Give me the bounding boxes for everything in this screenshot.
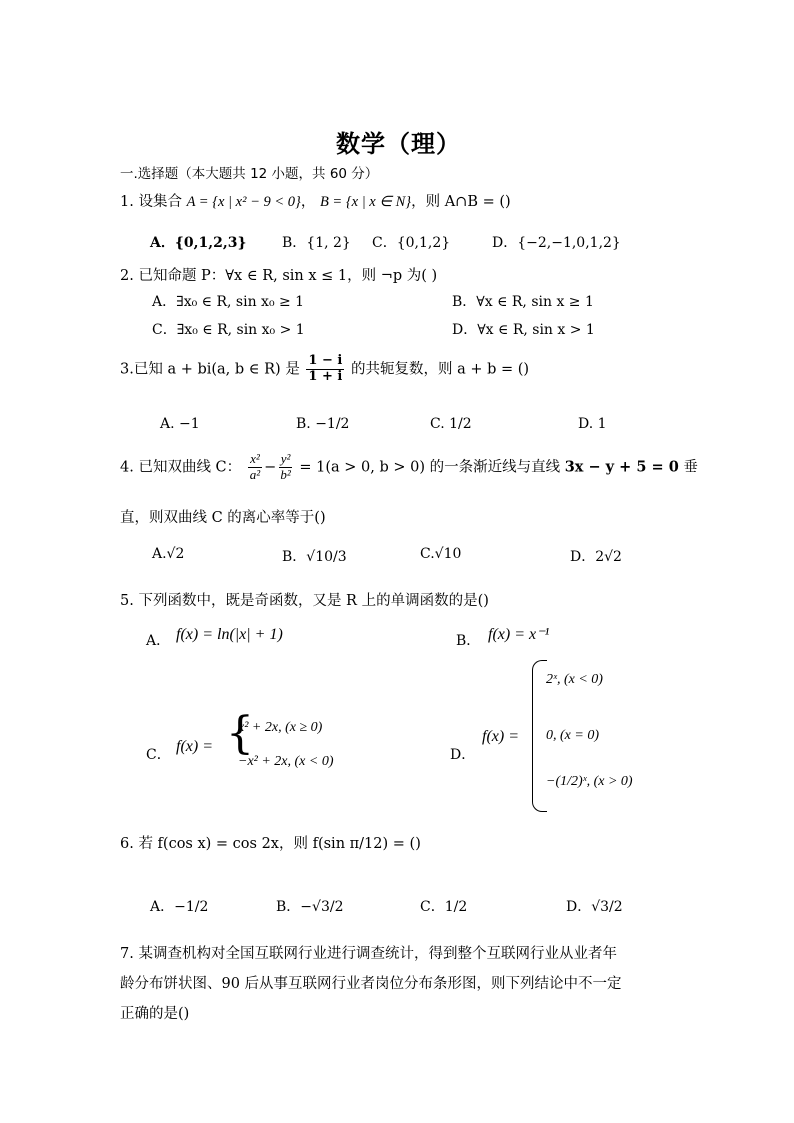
q1-option-d: D．{−2,−1,0,1,2} [492,235,621,251]
q4-mid: = 1(a > 0, b > 0) 的一条渐近线与直线 [299,459,561,476]
q4-option-b: B．√10/3 [282,549,347,565]
q4-line-eq: 3x − y + 5 = 0 [564,458,679,476]
question-2-stem: 2. 已知命题 P：∀x ∈ R, sin x ≤ 1，则 ¬p 为( ) [120,268,438,284]
question-1-stem: 1. 设集合 A = {x | x² − 9 < 0}， B = {x | x ∈ N}，则 A∩B = () [120,194,511,210]
q1-option-b: B．{1, 2} [282,235,351,251]
q5-label-d: D． [450,747,476,763]
q3-option-d: D. 1 [578,416,607,432]
q3-lead: 3.已知 a + bi(a, b ∈ R) 是 [120,361,300,378]
q2-option-a: A．∃x₀ ∈ R, sin x₀ ≥ 1 [152,294,305,310]
page-title: 数学（理） [336,130,461,158]
q1-ask: ，则 A∩B = () [411,194,511,210]
q4-lead: 4. 已知双曲线 C： [120,459,242,476]
q6-option-b: B．−√3/2 [276,899,344,915]
q5-label-c: C． [146,747,171,763]
q5-label-b: B． [456,633,481,649]
question-4-line-2: 直，则双曲线 C 的离心率等于() [120,510,326,526]
q5-option-c-brace: { [226,708,254,759]
q3-fraction [306,354,344,385]
question-5-stem: 5. 下列函数中，既是奇函数，又是 R 上的单调函数的是() [120,593,489,609]
q4-frac-x: $\frac{\text{x²}}{\text{a²}}$ [249,451,261,482]
q3-option-b: B. −1/2 [296,416,350,432]
question-3-stem [120,354,529,385]
q4-option-c: C.√10 [420,546,462,562]
q4-tail: 垂 [683,459,698,476]
q3-frac-num: 1 − i [308,353,343,368]
q1-option-c: C．{0,1,2} [372,235,451,251]
q2-option-b: B．∀x ∈ R, sin x ≥ 1 [452,294,594,310]
question-7-line-3: 正确的是() [120,1006,190,1022]
q5-option-d-line-3: −(1/2)ˣ, (x > 0) [546,774,633,789]
q5-option-d-line-2: 0, (x = 0) [546,728,599,743]
q5-option-d-line-1: 2ˣ, (x < 0) [546,672,603,687]
q1-option-a: A．{0,1,2,3} [150,235,247,251]
q6-option-a: A．−1/2 [150,899,209,915]
q4-option-d: D．2√2 [570,549,622,565]
q6-option-d: D．√3/2 [566,899,623,915]
q4-frac-y: $\frac{\text{y²}}{\text{b²}}$ [280,451,291,482]
q3-tail: 的共轭复数，则 a + b = () [350,361,530,378]
q2-option-c: C．∃x₀ ∈ R, sin x₀ > 1 [152,322,305,338]
question-6-stem: 6. 若 f(cos x) = cos 2x，则 f(sin π/12) = () [120,836,421,852]
q5-option-a: f(x) = ln(|x| + 1) [176,626,283,643]
q2-option-d: D．∀x ∈ R, sin x > 1 [452,322,595,338]
q5-label-a: A． [146,633,171,649]
q5-option-c-lhs: f(x) = [176,738,213,755]
q5-option-b: f(x) = x⁻¹ [488,626,550,643]
question-7-line-1: 7. 某调查机构对全国互联网行业进行调查统计，得到整个互联网行业从业者年 [120,946,617,962]
section-heading: 一.选择题（本大题共 12 小题，共 60 分） [120,166,379,182]
q5-option-d-brace [532,660,547,812]
question-7-line-2: 龄分布饼状图、90 后从事互联网行业者岗位分布条形图，则下列结论中不一定 [120,976,622,992]
q3-option-c: C. 1/2 [430,416,472,432]
question-4-line-1: 4. 已知双曲线 C： $\frac{\text{x²}}{\text{a²}}$ − $\frac{\text{y²}}{\text{b²}}$ = 1(a > 0, b > 0) 的一条渐近线与直线 3x − y + 5 = 0 垂 [120,451,698,482]
q5-option-c-line-2: −x² + 2x, (x < 0) [238,754,334,769]
q1-lead: 1. 设集合 [120,194,182,210]
q1-set-b: B = {x | x ∈ N} [319,194,412,210]
q1-set-a: A = {x | x² − 9 < 0} [186,194,301,210]
q3-option-a: A. −1 [160,416,200,432]
q3-frac-den: 1 + i [308,368,343,384]
q4-option-a: A.√2 [152,546,185,562]
q5-option-d-lhs: f(x) = [482,728,519,745]
q5-option-c-line-1: x² + 2x, (x ≥ 0) [238,720,323,735]
q6-option-c: C．1/2 [420,899,468,915]
